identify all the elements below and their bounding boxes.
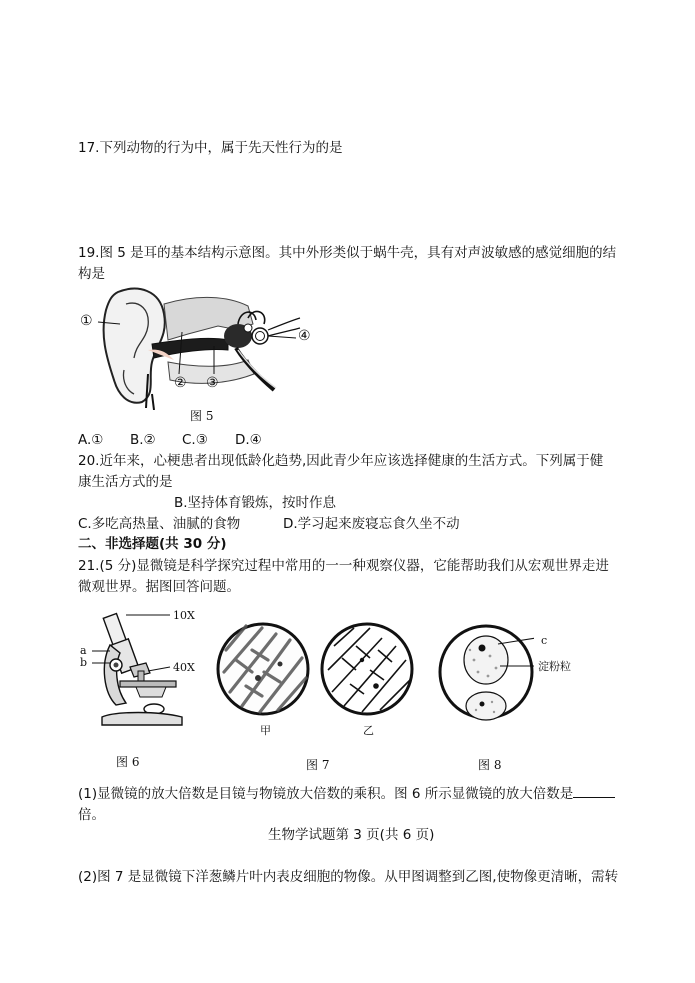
fig7-left-label: 甲: [260, 724, 271, 737]
q21-sub2-line1: (2)图 7 是显微镜下洋葱鳞片叶内表皮细胞的物像。从甲图调整到乙图,使物像更清晰，需转: [78, 869, 619, 885]
q20-line1: 20.近年来，心梗患者出现低龄化趋势,因此青少年应该选择健康的生活方式。下列属于健: [78, 453, 604, 469]
fig6-label-b: b: [80, 656, 88, 669]
q21-line1: 21.(5 分)显微镜是科学探究过程中常用的一一种观察仪器，它能帮助我们从宏观世界走进: [78, 558, 609, 574]
figure-5-caption: 图 5: [190, 409, 214, 423]
figure-6-caption: 图 6: [116, 755, 140, 769]
answer-blank[interactable]: [573, 785, 615, 798]
q21-line2: 微观世界。据图回答问题。: [78, 579, 240, 595]
q20-line2: 康生活方式的是: [78, 474, 173, 490]
page-footer: 生物学试题第 3 页(共 6 页): [268, 827, 435, 843]
figure-8-caption: 图 8: [478, 758, 502, 772]
q19-option-d: D.④: [235, 432, 262, 448]
fig8-starch-label: 淀粉粒: [538, 660, 571, 673]
q21-sub1-line2: 倍。: [78, 807, 105, 823]
onion-cells-blurry: [216, 620, 310, 718]
ear-label-3: ③: [206, 375, 219, 391]
q20-option-b: B.坚持体育锻炼，按时作息: [174, 495, 337, 511]
q19-option-b: B.②: [130, 432, 156, 448]
q19-option-a: A.①: [78, 432, 104, 448]
fig8-label-c: c: [541, 634, 548, 647]
q19-line1: 19.图 5 是耳的基本结构示意图。其中外形类似于蜗牛壳，具有对声波敏感的感觉细胞的结: [78, 245, 617, 261]
ear-diagram: [78, 284, 328, 410]
q19-option-c: C.③: [182, 432, 208, 448]
q21-sub1-line1: [78, 785, 615, 803]
potato-cells-diagram: [438, 620, 534, 742]
q21-sub1-text: (1)显微镜的放大倍数是目镜与物镜放大倍数的乘积。图 6 所示显微镜的放大倍数是: [78, 786, 574, 802]
q20-option-d: D.学习起来废寝忘食久坐不动: [283, 516, 460, 532]
ear-label-2: ②: [174, 375, 187, 391]
fig6-objective-label: 40X: [173, 661, 195, 674]
q19-line2: 构是: [78, 266, 105, 282]
ear-label-1: ①: [80, 313, 93, 329]
fig6-label-a: a: [80, 644, 87, 657]
q20-option-c: C.多吃高热量、油腻的食物: [78, 516, 241, 532]
ear-label-4: ④: [298, 328, 311, 344]
onion-cells-clear: [320, 620, 414, 718]
section-2-title: 二、非选择题(共 30 分): [78, 536, 227, 552]
fig7-right-label: 乙: [363, 724, 374, 737]
fig6-eyepiece-label: 10X: [173, 609, 195, 622]
q17-text: 17.下列动物的行为中，属于先天性行为的是: [78, 140, 343, 156]
figure-7-caption: 图 7: [306, 758, 330, 772]
